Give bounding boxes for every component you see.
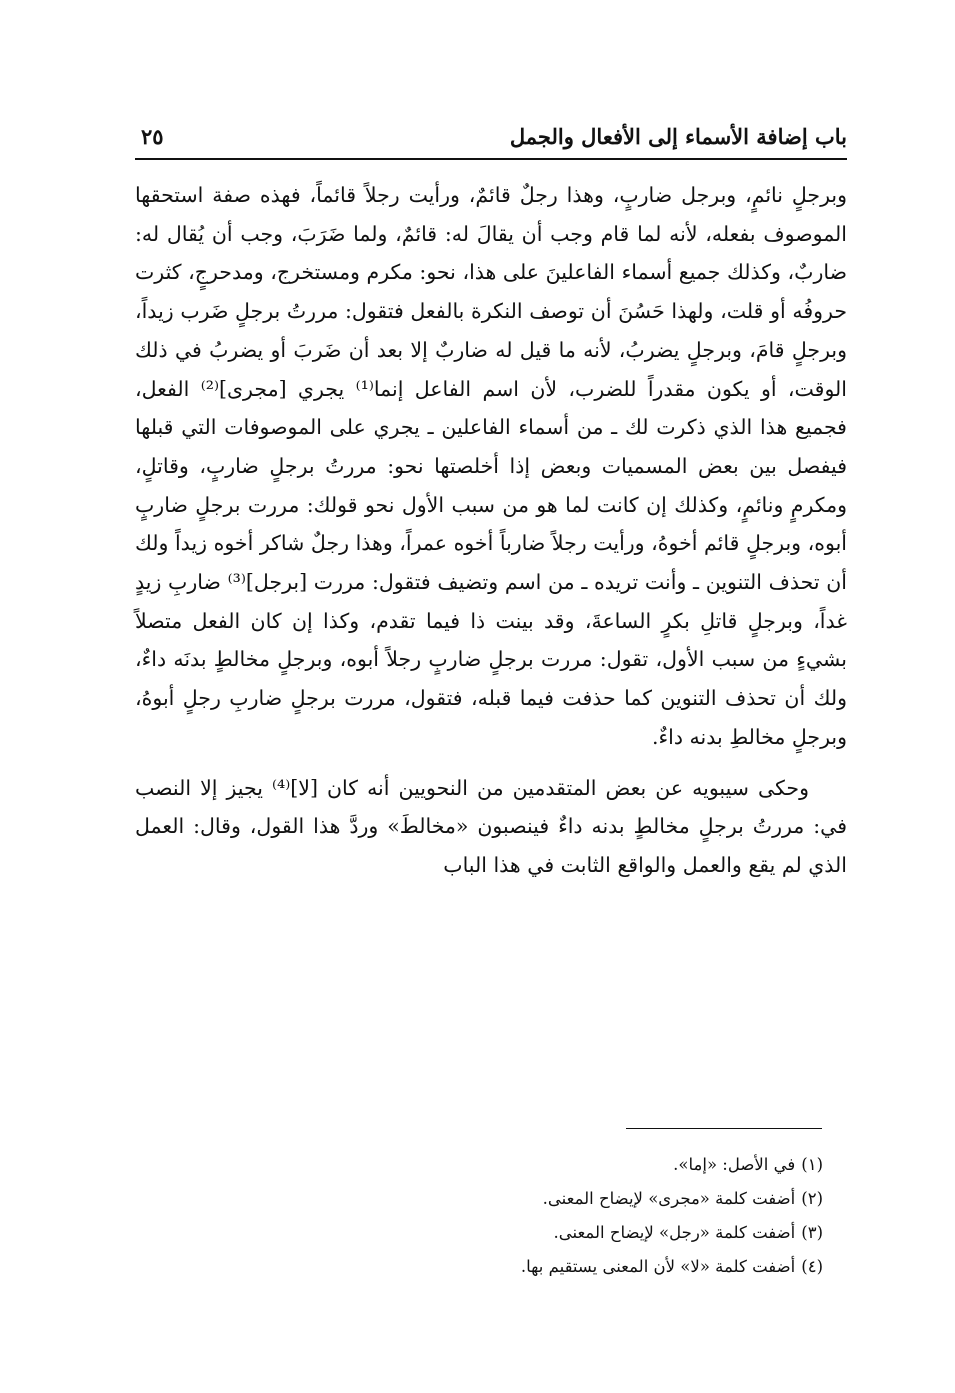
page-header bbox=[135, 120, 847, 156]
footnote bbox=[135, 1182, 847, 1216]
footnote-text: في الأصل: «إما». bbox=[673, 1155, 796, 1174]
paragraph: وبرجلٍ نائمٍ، وبرجل ضاربٍ، وهذا رجلٌ قائمٌ، ورأيت رجلاً قائماً، فهذه صفة استحقها الموصوف بفعله، لأنه لما قام وجب أن يقالَ له: قائمٌ، ولما ضَرَبَ، وجب أن يُقال له: ضاربٌ، وكذلك جميع أسماء الفاعلينَ على هذا، نحو: مكرم ومستخرج، ومدحرجٍ، كثرت حروفُه أو قلت، ولهذا حَسُنَ أن توصف النكرة بالفعل فتقول: مررتُ برجلٍ ضَرب زيداً، وبرجلٍ قامَ، وبرجلٍ يضربُ، لأنه ما قيل له ضاربٌ إلا بعد أن ضَربَ أو يضربُ في ذلك الوقت، أو يكون مقدراً للضرب، لأن اسم الفاعل إنما⁽¹⁾ يجري [مجرى]⁽²⁾ الفعل، فجميع هذا الذي ذكرت لك ـ من أسماء الفاعلين ـ يجري على الموصوفات التي قبلها فيفصل بين بعض المسميات وبعض إذا أخلصتها نحو: مررتُ برجلٍ ضاربٍ، وقاتلٍ، ومكرمٍ ونائمٍ، وكذلك إن كانت لما هو من سبب الأول نحو قولك: مررت برجلٍ ضاربٍ أبوه، وبرجلٍ قائم أخوهُ، ورأيت رجلاً ضارباً أخوه عمراً، وهذا رجلٌ شاكر أخوه زيداً ولك أن تحذف التنوين ـ وأنت تريده ـ من اسم وتضيف فتقول: مررت [برجل]⁽³⁾ ضاربِ زيدٍ غداً، وبرجلٍ قاتلِ بكرٍ الساعةَ، وقد بينت ذا فيما تقدم، وكذا إن كان الفعل متصلاً بشيءٍ من سبب الأول، تقول: مررت برجلٍ ضاربٍ رجلاً أبوه، وبرجلٍ مخالطٍ بدنَه داءٌ، ولك أن تحذف التنوين كما حذفت فيما قبله، فتقول، مررت برجلٍ ضاربِ رجلٍ أبوهُ، وبرجلٍ مخالطِ بدنه داءٌ. bbox=[135, 183, 847, 749]
footnote-text: أضفت كلمة «رجل» لإيضاح المعنى. bbox=[553, 1223, 796, 1242]
footnote-number: (٣) bbox=[801, 1223, 823, 1242]
running-title: باب إضافة الأسماء إلى الأفعال والجمل bbox=[509, 124, 847, 149]
footnotes bbox=[135, 1148, 847, 1284]
paragraph: وحكى سيبويه عن بعض المتقدمين من النحويين أنه كان [لا]⁽⁴⁾ يجيز إلا النصب في: مررتُ برجلٍ مخالطٍ بدنه داءٌ فينصبون «مخالطَ» وردَّ هذا القول، وقال: العمل الذي لم يقع والعمل والواقع الثابت في هذا الباب bbox=[135, 775, 847, 877]
footnote bbox=[135, 1148, 847, 1182]
footnote-number: (٤) bbox=[801, 1257, 823, 1276]
footnote-number: (٢) bbox=[801, 1189, 823, 1208]
footnote-separator bbox=[626, 1128, 822, 1129]
footnote bbox=[135, 1216, 847, 1250]
footnote-number: (١) bbox=[801, 1155, 823, 1174]
footnote-text: أضفت كلمة «مجرى» لإيضاح المعنى. bbox=[542, 1189, 796, 1208]
footnote bbox=[135, 1250, 847, 1284]
header-rule bbox=[135, 158, 847, 160]
page-number: ٢٥ bbox=[141, 124, 164, 149]
main-text bbox=[135, 176, 847, 885]
footnote-text: أضفت كلمة «لا» لأن المعنى يستقيم بها. bbox=[520, 1257, 796, 1276]
